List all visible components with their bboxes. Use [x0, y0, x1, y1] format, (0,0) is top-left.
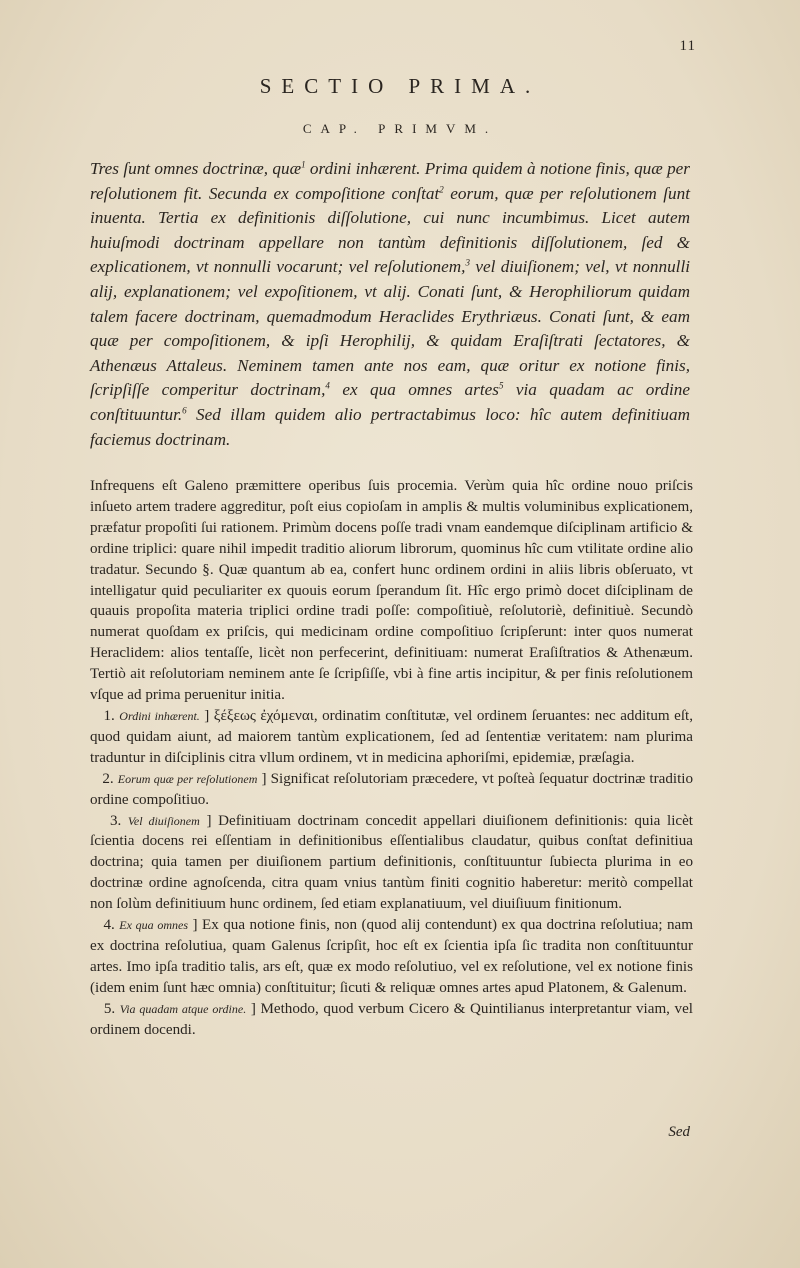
note-text: ] Methodo, quod verbum Cicero & Quintilianus interpretantur viam, vel ordinem docendi.	[90, 1000, 693, 1038]
note-number: 3.	[109, 812, 122, 829]
main-text-part: via quadam ac ordine conſtituuntur.	[90, 380, 690, 424]
note-lemma: Via quadam atque ordine.	[119, 1001, 247, 1016]
commentary-note	[90, 811, 693, 916]
note-marker: 5	[498, 380, 504, 391]
note-text: ] Ex qua notione finis, non (quod alij contendunt) ex qua doctrina reſolutiua; nam ex doctrina reſolutiua, quam Galenus ſcripſit, hoc eſt ex ſcientia ipſa ſic tradita non conſtituuntur artes. Imo ipſa traditio talis, ars eſt, quæ ex modo reſolutiuo, vel ex reſolutione, vel ex notione finis (idem enim ſunt hæc omnia) conſtituitur; ſicuti & reliquæ omnes artes apud Platonem, & Galenum.	[90, 917, 693, 996]
note-marker: 6	[182, 405, 187, 416]
note-number: 1.	[103, 707, 115, 724]
commentary-note	[90, 706, 693, 769]
note-marker: 3	[465, 257, 470, 268]
page-number: 11	[679, 38, 696, 54]
main-text-part: ordini inhærent. Prima quidem à notione finis, quæ per reſolutionem fit. Secunda ex compoſitione conſtat	[90, 159, 690, 203]
main-text-part: Tres ſunt omnes doctrinæ, quæ	[90, 159, 302, 178]
note-number: 2.	[102, 770, 114, 787]
note-lemma: Ex qua omnes	[119, 918, 189, 933]
note-lemma: Ordini inhærent.	[119, 708, 200, 723]
commentary-note	[90, 915, 693, 999]
main-text-part: vel diuiſionem; vel, vt nonnulli alij, explanationem; vel expoſitionem, vt alij. Conati ſunt, & Herophiliorum quidam talem facere doctrinam, quemadmodum Heraclides Erythriæus. Conati ſunt, & eam quæ per compoſitionem, & ipſi Herophilij, & quidam Eraſiſtrati ſectatores, & Athenæus Attaleus. Neminem tamen ante nos eam, quæ oritur ex notione finis, ſcripſiſſe comperitur doctrinam,	[90, 257, 690, 400]
main-text	[90, 157, 690, 452]
section-title: SECTIO PRIMA.	[259, 74, 541, 98]
main-text-part: eorum, quæ per reſolutionem ſunt inuenta. Tertia ex definitionis diſſolutione, cui nunc incumbimus. Licet autem huiuſmodi doctrinam appellare non tantùm definitionis diſſolutionem, ſed & explicationem, vt nonnulli vocarunt; vel reſolutionem,	[90, 183, 690, 277]
note-text: ] ξέξεως ἐχόμεναι, ordinatim conſtitutæ, vel ordinem ſeruantes: nec additum eſt, quod quidam aiunt, ad maiorem tantùm explicationem, ſed ad ſententiæ veritatem: nam plurima traduntur in diſciplinis citra vllum ordinem, vt in medicina aphoriſmi, epidemiæ, præſagia.	[90, 707, 694, 766]
commentary-note	[90, 769, 693, 811]
note-text: ] Definitiuam doctrinam concedit appellari diuiſionem definitionis: quia licèt ſcientia docens rei eſſentiam in definitionibus eſſentialibus claudatur, quibus conſtat definitiua doctrina; quia tamen per diuiſionem partium definitionis, conſtituuntur ſubiecta plurima in eo doctrinæ ordine agnoſcenda, citra quam vnius tantùm finiti cognitio haberetur: meritò compellat non ſolùm definitiuum hunc ordinem, ſed etiam explanatiuum, vel diuiſiuum finitionum.	[90, 812, 693, 913]
chapter-title: CAP. PRIMVM.	[302, 121, 498, 136]
note-lemma: Vel diuiſionem	[127, 813, 200, 828]
note-marker: 4	[325, 380, 330, 391]
main-text-part: ex qua omnes artes	[329, 380, 499, 400]
main-text-part: Sed illam quidem alio pertractabimus loco: hîc autem definitiuam faciemus doctrinam.	[90, 404, 690, 449]
note-lemma: Eorum quæ per reſolutionem	[117, 771, 258, 786]
note-marker: 2	[439, 183, 444, 194]
commentary-intro: Infrequens eſt Galeno præmittere operibus ſuis procemia. Verùm quia hîc ordine nouo priſcis inſueto artem tradere aggreditur, poſt eius copioſam in amplis & multis voluminibus explicationem, præfatur propoſiti ſui rationem. Primùm docens poſſe tradi vnam eandemque diſciplinam artificio & ordine triplici: quare nihil impedit traditio aliorum librorum, quominus hîc cum vtilitate ordine alio tradatur. Secundo §. Quæ quantum ab ea, confert hunc ordinem ordini in aliis libris obſeruato, vt intelligatur quid peculiariter ex quouis eorum ſperandum ſit. Hîc ergo primò docet diſciplinam de quauis propoſita materia triplici ordine tradi poſſe: compoſitiuè, reſolutoriè, definitiuè. Secundò numerat quoſdam ex priſcis, qui medicinam ordine compoſitiuo ſcripſerunt: inter quos numerat Heraclidem: alios tentaſſe, licèt non perfecerint, definitiuam: numerat Eraſiſtratios & Athenæum. Tertiò ait reſolutoriam neminem ante ſe ſcripſiſſe, vbi à fine artis incipitur, & per finis reſolutionem vſque ad prima peruenitur initia.	[90, 478, 693, 704]
commentary	[90, 476, 693, 1040]
note-number: 5.	[103, 1000, 116, 1017]
catchword: Sed	[668, 1124, 690, 1140]
note-marker: 1	[301, 159, 306, 170]
note-text: ] Significat reſolutoriam præcedere, vt poſteà ſequatur doctrinæ traditio ordine compoſitiuo.	[90, 770, 694, 808]
commentary-note	[90, 999, 693, 1041]
note-number: 4.	[103, 917, 115, 934]
